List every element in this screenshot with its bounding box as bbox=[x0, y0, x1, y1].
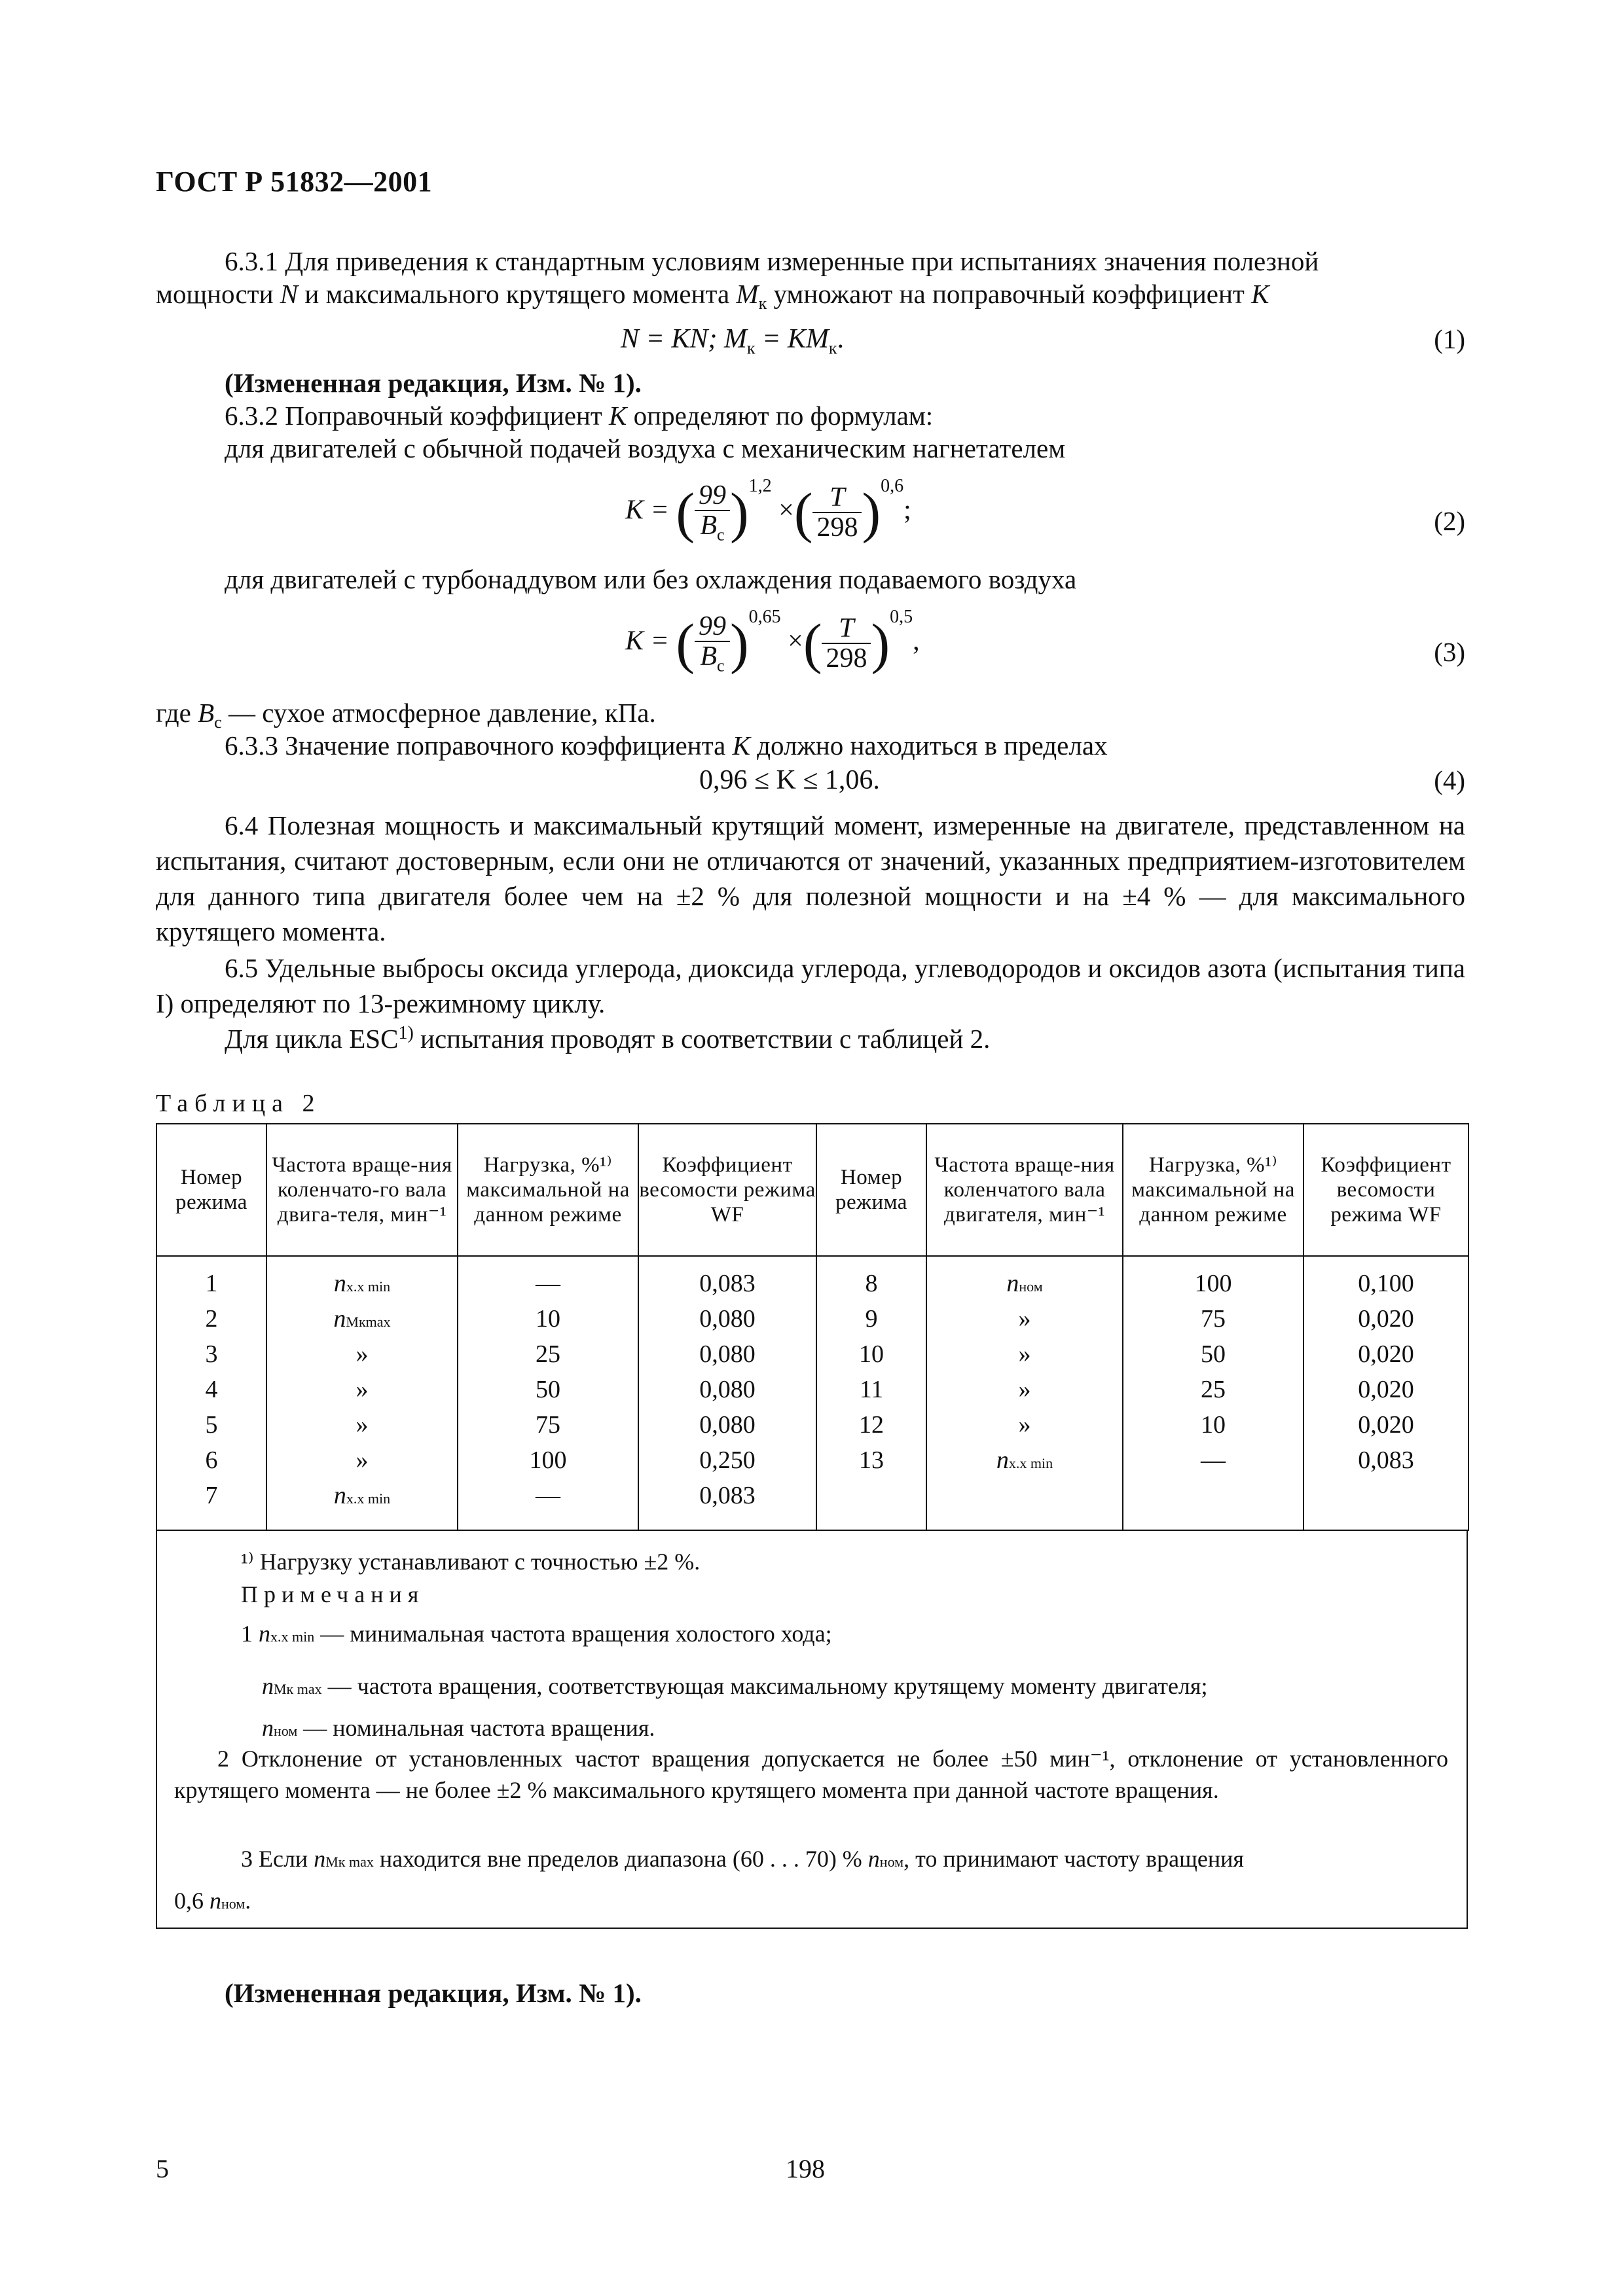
table-cell: nх.х min bbox=[333, 1482, 391, 1509]
revision-note-1: (Измененная редакция, Изм. № 1). bbox=[225, 368, 642, 398]
formula-4: 0,96 ≤ K ≤ 1,06. bbox=[699, 765, 880, 795]
table-cell: » bbox=[356, 1340, 369, 1368]
note-1-nnom: nном — номинальная частота вращения. bbox=[262, 1715, 655, 1741]
col-left-frequency bbox=[266, 1256, 458, 1530]
table-cell: 50 bbox=[536, 1376, 560, 1403]
para-632-line2: для двигателей с обычной подачей воздуха с механическим нагнетателем bbox=[225, 433, 1066, 463]
formula-2: K = ( $\frac{99}{B_c}$ )$^{1,2}$ ×( $\frac{T}{298}$ )$^{0,6}$; bbox=[625, 476, 911, 545]
col-header-frequency: Частота враще-ния коленчатого вала двигателя, мин⁻¹ bbox=[926, 1124, 1123, 1256]
note-3-line2: 0,6 nном. bbox=[174, 1888, 251, 1914]
table-cell: » bbox=[1018, 1340, 1031, 1368]
table-cell: 0,250 bbox=[699, 1446, 756, 1474]
table-cell: 0,020 bbox=[1358, 1305, 1414, 1333]
table-body-row bbox=[156, 1256, 1468, 1530]
para-631-line2: мощности N и максимального крутящего момента $M_к$ умножают на поправочный коэффициент K bbox=[156, 279, 1269, 314]
where-bc-definition: где $B_c$ — сухое атмосферное давление, кПа. bbox=[156, 698, 656, 732]
para-632-line3: для двигателей с турбонаддувом или без охлаждения подаваемого воздуха bbox=[225, 564, 1077, 594]
table-cell: » bbox=[356, 1446, 369, 1474]
formula-3: K = ( $\frac{99}{B_c}$ )$^{0,65}$ ×( $\frac{T}{298}$ )$^{0,5}$, bbox=[625, 607, 920, 675]
table-cell: 0,080 bbox=[699, 1376, 756, 1403]
table-cell: 0,020 bbox=[1358, 1376, 1414, 1403]
col-header-load: Нагрузка, %¹⁾ максимальной на данном режиме bbox=[458, 1124, 638, 1256]
table-cell: — bbox=[536, 1482, 560, 1509]
table-2 bbox=[156, 1123, 1469, 1531]
document-header: ГОСТ Р 51832—2001 bbox=[156, 166, 433, 198]
table-cell: » bbox=[1018, 1305, 1031, 1333]
table-cell: 0,080 bbox=[699, 1411, 756, 1439]
para-632-line1: 6.3.2 Поправочный коэффициент K определяют по формулам: bbox=[225, 401, 934, 431]
col-header-weight: Коэффициент весомости режима WF bbox=[638, 1124, 816, 1256]
table-cell: 12 bbox=[859, 1411, 884, 1439]
col-right-frequency bbox=[926, 1256, 1123, 1530]
table-cell: nном bbox=[1006, 1270, 1043, 1297]
table-cell: 0,020 bbox=[1358, 1411, 1414, 1439]
table-cell: 0,100 bbox=[1358, 1270, 1414, 1297]
equation-number-3: (3) bbox=[1434, 637, 1465, 667]
table-cell: 5 bbox=[205, 1411, 218, 1439]
table-footnote: ¹⁾ Нагрузку устанавливают с точностью ±2 %. bbox=[241, 1549, 701, 1575]
para-633-line1: 6.3.3 Значение поправочного коэффициента K должно находиться в пределах bbox=[225, 730, 1108, 761]
table-cell: 0,020 bbox=[1358, 1340, 1414, 1368]
table-cell: 25 bbox=[536, 1340, 560, 1368]
table-cell: 100 bbox=[529, 1446, 567, 1474]
table-cell: nMкmax bbox=[333, 1305, 391, 1333]
formula-1: N = KN; $M_к = KM_к$. bbox=[621, 324, 844, 358]
table-cell: 13 bbox=[859, 1446, 884, 1474]
table-cell: 7 bbox=[205, 1482, 218, 1509]
equation-number-1: (1) bbox=[1434, 324, 1465, 354]
table-cell: 75 bbox=[1201, 1305, 1226, 1333]
col-header-weight: Коэффициент весомости режима WF bbox=[1304, 1124, 1468, 1256]
table-cell: 50 bbox=[1201, 1340, 1226, 1368]
table-cell: 1 bbox=[205, 1270, 218, 1297]
para-64: 6.4 Полезная мощность и максимальный крутящий момент, измеренные на двигателе, представленном на испытания, считают достоверным, если они не отличаются от значений, указанных предприятием-изготовителем для данного типа двигателя более чем на ±2 % для полезной мощности и на ±4 % — для максимального крутящего момента. bbox=[156, 810, 1465, 946]
note-2: 2 Отклонение от установленных частот вращения допускается не более ±50 мин⁻¹, отклонение от установленного крутящего момента — не более ±2 % максимального крутящего момента при данной частоте вращения. bbox=[174, 1746, 1448, 1803]
page-number-center: 198 bbox=[786, 2154, 825, 2183]
table-cell: 2 bbox=[205, 1305, 218, 1333]
table-cell: » bbox=[356, 1376, 369, 1403]
col-right-modes bbox=[816, 1256, 926, 1530]
notes-title: Примечания bbox=[241, 1581, 425, 1607]
table-cell: » bbox=[1018, 1411, 1031, 1439]
note-1: 1 nх.х min — минимальная частота вращения холостого хода; bbox=[241, 1621, 832, 1647]
revision-note-2: (Измененная редакция, Изм. № 1). bbox=[225, 1978, 642, 2008]
table-cell: nх.х min bbox=[996, 1446, 1053, 1474]
table-cell: 4 bbox=[205, 1376, 218, 1403]
table-cell: 25 bbox=[1201, 1376, 1226, 1403]
table-cell: 3 bbox=[205, 1340, 218, 1368]
table-cell: 75 bbox=[536, 1411, 560, 1439]
table-cell: 10 bbox=[536, 1305, 560, 1333]
table-cell: — bbox=[1201, 1446, 1226, 1474]
table-cell: 0,083 bbox=[699, 1482, 756, 1509]
col-left-weight bbox=[638, 1256, 816, 1530]
col-header-frequency: Частота враще-ния коленчато-го вала двига-теля, мин⁻¹ bbox=[266, 1124, 458, 1256]
table-cell: nх.х min bbox=[333, 1270, 391, 1297]
col-left-load bbox=[458, 1256, 638, 1530]
table-notes-box bbox=[156, 1530, 1468, 1929]
table-header-row bbox=[156, 1124, 1468, 1256]
equation-number-4: (4) bbox=[1434, 765, 1465, 795]
table-cell: » bbox=[356, 1411, 369, 1439]
col-header-mode: Номер режима bbox=[816, 1124, 926, 1256]
page-number-left: 5 bbox=[156, 2154, 169, 2183]
table-cell: — bbox=[536, 1270, 560, 1297]
table-cell: 0,083 bbox=[699, 1270, 756, 1297]
note-3-line1: 3 Если nMк max находится вне пределов диапазона (60 . . . 70) % nном, то принимают частоту вращения bbox=[241, 1846, 1244, 1872]
table-cell: 0,080 bbox=[699, 1305, 756, 1333]
table-cell: 11 bbox=[859, 1376, 884, 1403]
table-cell: 0,080 bbox=[699, 1340, 756, 1368]
col-right-load bbox=[1123, 1256, 1304, 1530]
para-65: 6.5 Удельные выбросы оксида углерода, диоксида углерода, углеводородов и оксидов азота (испытания типа I) определяют по 13-режимному циклу. bbox=[156, 953, 1465, 1018]
table-cell: 9 bbox=[865, 1305, 878, 1333]
table-cell: 10 bbox=[859, 1340, 884, 1368]
table-cell: 6 bbox=[205, 1446, 218, 1474]
para-631-line1: 6.3.1 Для приведения к стандартным условиям измеренные при испытаниях значения полезной bbox=[225, 246, 1319, 276]
table-cell: 0,083 bbox=[1358, 1446, 1414, 1474]
para-esc: Для цикла ESC$^{1)}$ испытания проводят в соответствии с таблицей 2. bbox=[225, 1023, 991, 1054]
col-left-modes bbox=[156, 1256, 266, 1530]
col-header-load: Нагрузка, %¹⁾ максимальной на данном режиме bbox=[1123, 1124, 1304, 1256]
table-cell: 10 bbox=[1201, 1411, 1226, 1439]
table-caption: Таблица 2 bbox=[156, 1090, 321, 1117]
equation-number-2: (2) bbox=[1434, 506, 1465, 536]
col-right-weight bbox=[1304, 1256, 1468, 1530]
table-cell: 8 bbox=[865, 1270, 878, 1297]
table-cell: » bbox=[1018, 1376, 1031, 1403]
col-header-mode: Номер режима bbox=[156, 1124, 266, 1256]
table-cell: 100 bbox=[1194, 1270, 1232, 1297]
note-1-nmk: nMк max — частота вращения, соответствующая максимальному крутящему моменту двигателя; bbox=[262, 1673, 1208, 1699]
